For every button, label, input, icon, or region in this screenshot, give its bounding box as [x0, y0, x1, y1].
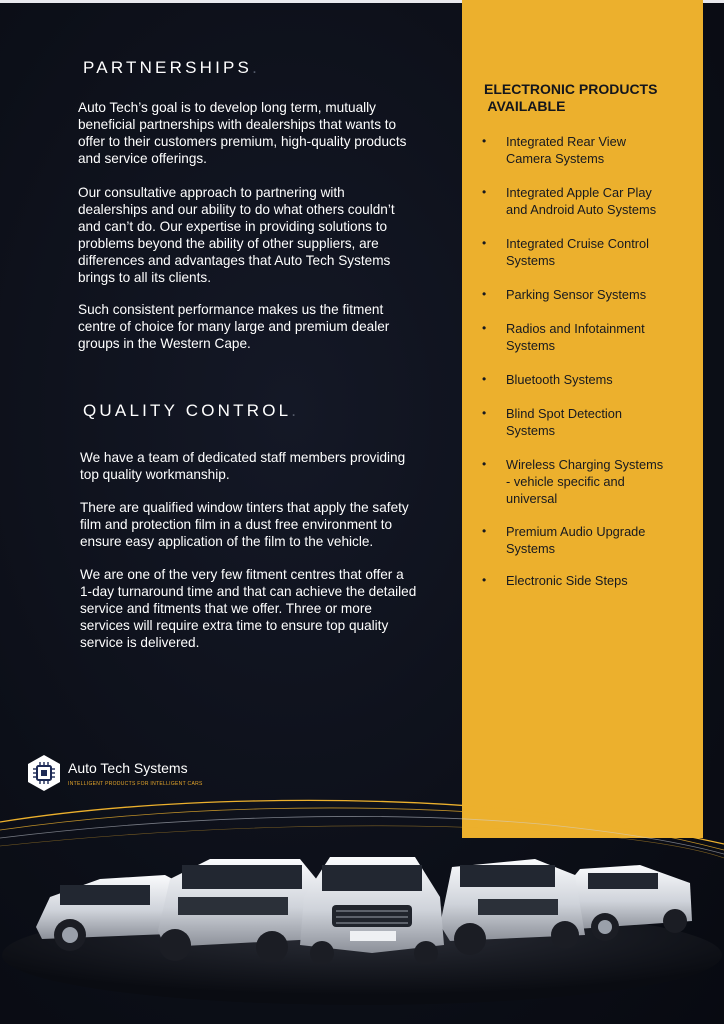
cars-lineup-image: [0, 835, 724, 1024]
logo-name: Auto Tech Systems: [68, 760, 188, 776]
partnerships-paragraph-3: Such consistent performance makes us the fitment centre of choice for many large and premium dealer groups in the Western Cape.: [78, 302, 390, 351]
quality-control-heading: QUALITY CONTROL.: [83, 401, 297, 420]
products-title: ELECTRONIC PRODUCTS AVAILABLE: [484, 81, 658, 114]
products-sidebar: ELECTRONIC PRODUCTS AVAILABLE • Integrated Rear View Camera Systems • Integrated Apple Car Play and Android Auto Systems • Integrated Cruise Control Systems • Parking Sensor Systems • Radios and Infotainment Systems • Bluetooth Systems • Blind Spot Detection Systems • Wireless Charging Systems - vehicle specific and universal • Premium Audio Upgrade Systems • Electronic Side Steps: [462, 0, 703, 838]
logo-tagline: INTELLIGENT PRODUCTS FOR INTELLIGENT CARS: [68, 781, 203, 787]
quality-paragraph-2: There are qualified window tinters that apply the safety film and protection film in a dust free environment to ensure easy application of the film to the vehicle.: [80, 500, 409, 549]
quality-paragraph-1: We have a team of dedicated staff members providing top quality workmanship.: [80, 450, 406, 482]
car-3: [300, 857, 444, 965]
partnerships-paragraph-2: Our consultative approach to partnering with dealerships and our ability to do what others couldn’t and can’t do. Our expertise in providing solutions to problems beyond the ability of other suppliers, are differences and advantages that Auto Tech Systems brings to all its clients.: [78, 185, 395, 285]
quality-paragraph-3: We are one of the very few fitment centres that offer a 1-day turnaround time and that can achieve the detailed service and fitments that we offer. Three or more services will require extra time to ensure top quality service is delivered.: [80, 567, 417, 650]
partnerships-paragraph-1: Auto Tech’s goal is to develop long term, mutually beneficial partnerships with dealerships that wants to offer to their customers premium, high-quality products and service offerings.: [78, 100, 407, 166]
partnerships-heading: PARTNERSHIPS.: [83, 58, 257, 77]
